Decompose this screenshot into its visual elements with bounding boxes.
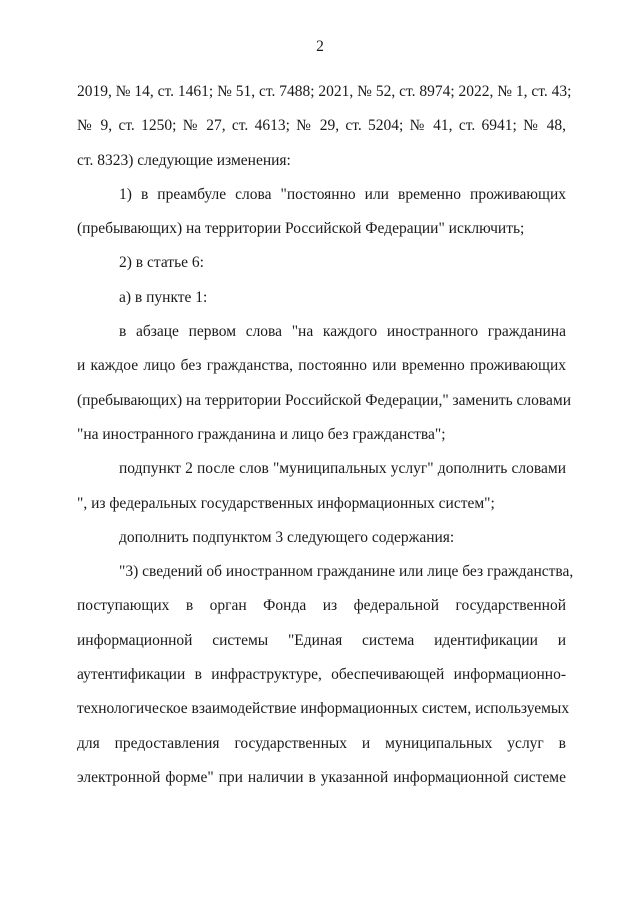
text-line: № 9, ст. 1250; № 27, ст. 4613; № 29, ст. 5204; № 41, ст. 6941; № 48, — [77, 117, 566, 135]
text-line: (пребывающих) на территории Российской Федерации," заменить словами — [77, 391, 572, 409]
text-line: а) в пункте 1: — [119, 288, 208, 306]
text-line: поступающих в орган Фонда из федеральной государственной — [77, 597, 566, 615]
text-line: в абзаце первом слова "на каждого иностранного гражданина — [119, 323, 566, 341]
text-line: "на иностранного гражданина и лицо без гражданства"; — [77, 425, 446, 443]
page-number: 2 — [316, 38, 324, 55]
text-line: 2019, № 14, ст. 1461; № 51, ст. 7488; 2021, № 52, ст. 8974; 2022, № 1, ст. 43; — [77, 83, 572, 100]
text-line: электронной форме" при наличии в указанной информационной системе — [77, 768, 566, 786]
text-line: ст. 8323) следующие изменения: — [77, 151, 291, 169]
text-line: ", из федеральных государственных информационных систем"; — [77, 494, 495, 512]
text-line: 2) в статье 6: — [119, 254, 204, 272]
text-line: "3) сведений об иностранном гражданине или лице без гражданства, — [119, 563, 574, 581]
text-line: аутентификации в инфраструктуре, обеспечивающей информационно- — [77, 666, 566, 684]
text-line: технологическое взаимодействие информационных систем, используемых — [77, 700, 570, 718]
text-line: подпункт 2 после слов "муниципальных услуг" дополнить словами — [119, 460, 566, 478]
text-line: дополнить подпунктом 3 следующего содержания: — [119, 528, 455, 546]
text-line: для предоставления государственных и муниципальных услуг в — [77, 734, 566, 752]
text-line: и каждое лицо без гражданства, постоянно или временно проживающих — [77, 357, 566, 375]
text-line: (пребывающих) на территории Российской Федерации" исключить; — [77, 220, 525, 238]
text-line: информационной системы "Единая система идентификации и — [77, 631, 566, 649]
document-body — [77, 75, 574, 795]
text-line: 1) в преамбуле слова "постоянно или временно проживающих — [119, 185, 566, 203]
